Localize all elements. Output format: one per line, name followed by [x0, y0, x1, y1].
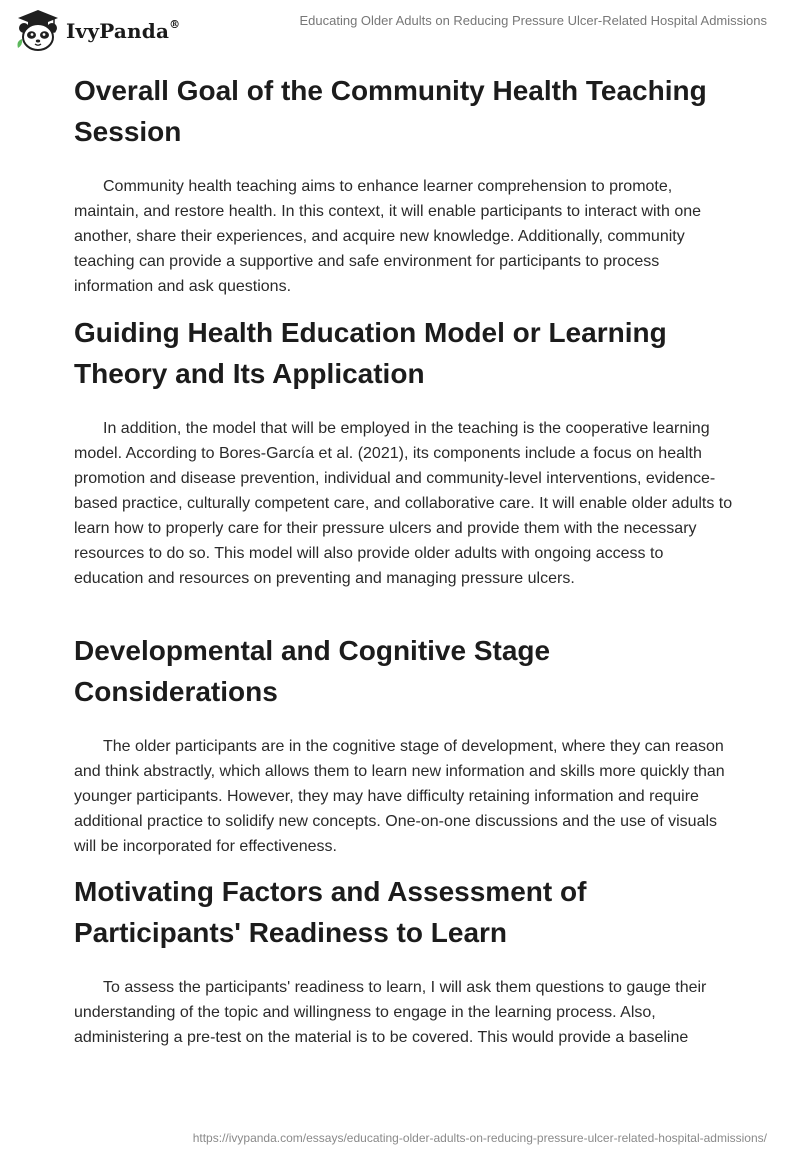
- logo[interactable]: [14, 8, 180, 54]
- section-overall-goal: [74, 70, 734, 317]
- trademark-symbol: ®: [169, 18, 181, 32]
- panda-logo-icon: [14, 8, 62, 54]
- section-paragraph: The older participants are in the cognitive stage of development, where they can reason and think abstractly, which allows them to learn new information and skills more quickly than younger participants. However, they may have difficulty retaining information and require additional practice to solidify new concepts. One-on-one discussions and the use of visuals will be incorporated for effectiveness.: [74, 738, 725, 855]
- section-readiness-to-learn: [74, 871, 734, 1068]
- section-learning-theory: [74, 312, 734, 609]
- section-developmental-stage: [74, 630, 734, 877]
- section-paragraph: Community health teaching aims to enhance learner comprehension to promote, maintain, and restore health. In this context, it will enable participants to interact with one another, share their experiences, and acquire new knowledge. Additionally, community teaching can provide a supportive and safe environment for participants to process information and ask questions.: [74, 178, 702, 295]
- brand-name: IvyPanda®: [66, 18, 181, 43]
- document-title: Educating Older Adults on Reducing Pressure Ulcer-Related Hospital Admissions: [299, 13, 767, 28]
- section-heading: Motivating Factors and Assessment of Participants' Readiness to Learn: [74, 876, 587, 948]
- section-heading: Developmental and Cognitive Stage Considerations: [74, 635, 551, 707]
- section-paragraph: In addition, the model that will be employed in the teaching is the cooperative learning model. According to Bores-García et al. (2021), its components include a focus on health promotion and disease prevention, individual and community-level interventions, evidence-based practice, culturally competent care, and collaborative care. It will enable older adults to learn how to properly care for their pressure ulcers and provide them with the necessary resources to do so. This model will also provide older adults with ongoing access to education and resources on preventing and managing pressure ulcers.: [74, 420, 733, 587]
- section-heading: Guiding Health Education Model or Learning Theory and Its Application: [74, 317, 667, 389]
- source-url[interactable]: https://ivypanda.com/essays/educating-older-adults-on-reducing-pressure-ulcer-related-hospital-admissions/: [192, 1131, 767, 1145]
- page-header: [0, 0, 800, 60]
- section-heading: Overall Goal of the Community Health Teaching Session: [74, 75, 707, 147]
- section-paragraph: To assess the participants' readiness to learn, I will ask them questions to gauge their understanding of the topic and willingness to engage in the learning process. Also, administering a pre-test on the material is to be covered. This would provide a baseline: [74, 979, 707, 1046]
